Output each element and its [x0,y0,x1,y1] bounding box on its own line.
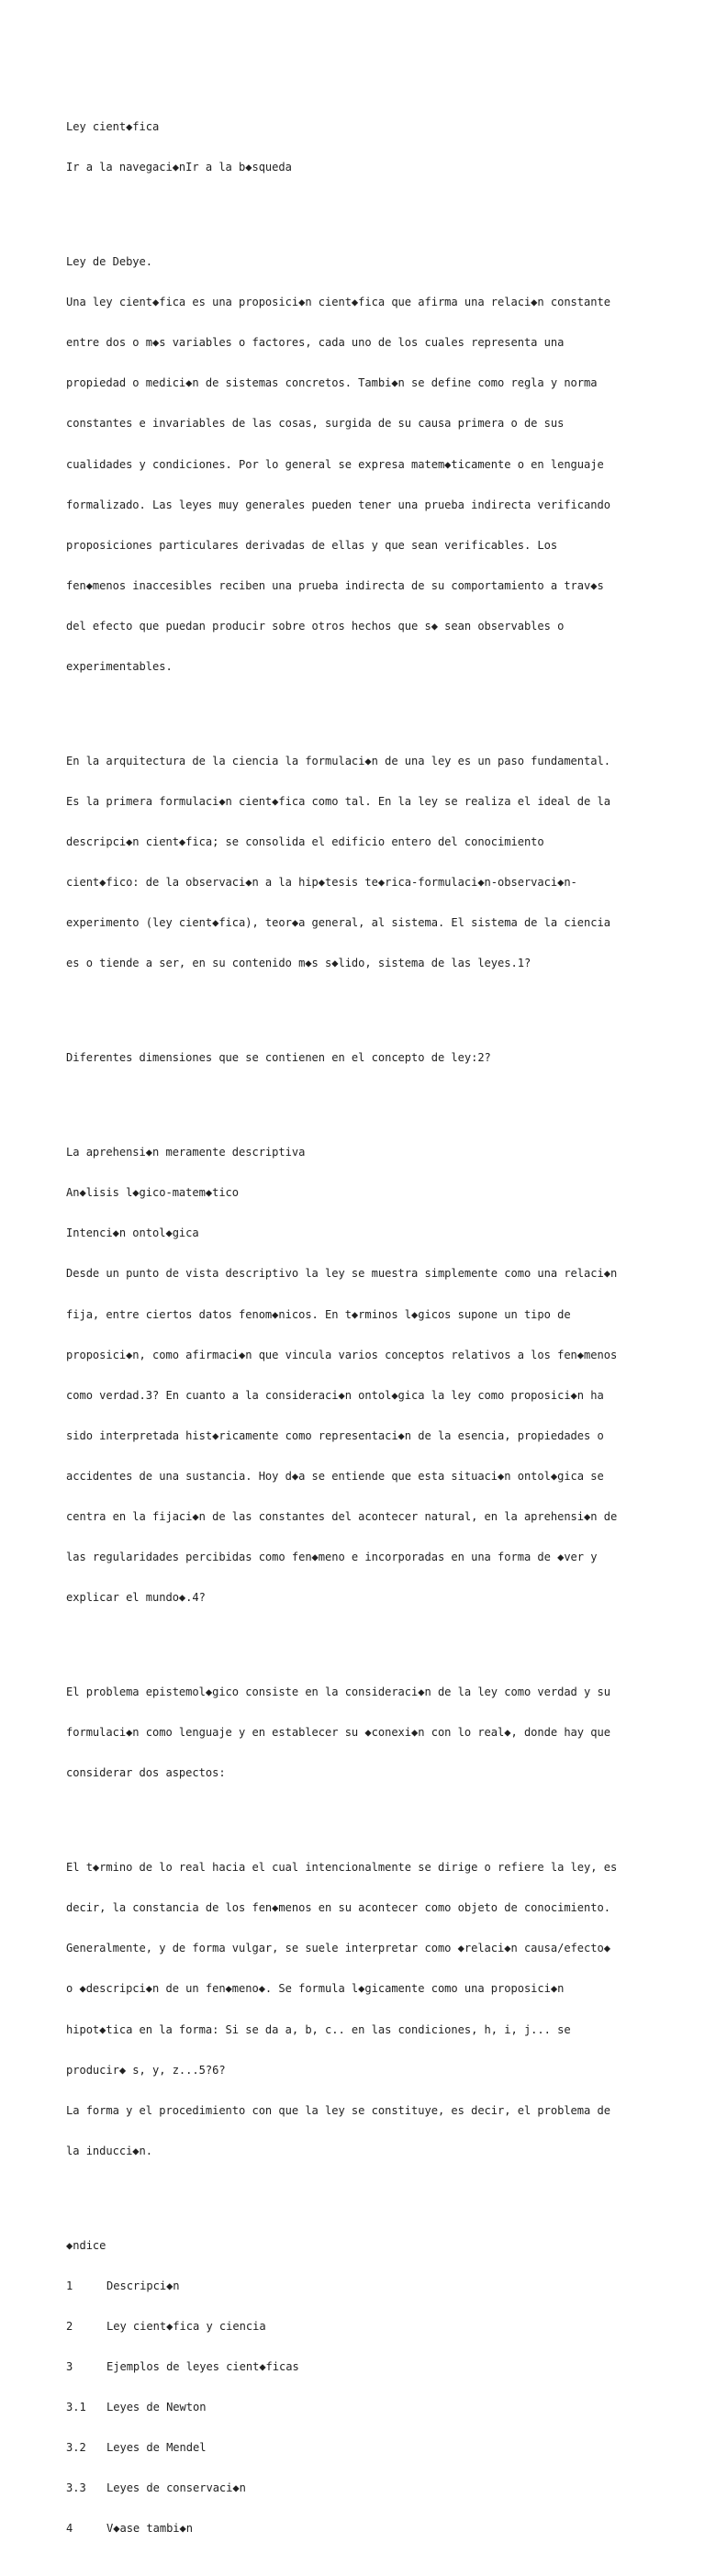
paragraph-line: proposiciones particulares derivadas de ellas y que sean verificables. Los [66,538,558,552]
paragraph-line: propiedad o medici◆n de sistemas concretos. Tambi◆n se define como regla y norma [66,376,598,390]
paragraph-line: entre dos o m◆s variables o factores, cada uno de los cuales representa una [66,336,565,350]
paragraph-line: producir◆ s, y, z...5?6? [66,2063,226,2077]
toc-number: 3.2 [66,2441,86,2455]
toc-label: Leyes de Newton [106,2401,207,2414]
paragraph-line: es o tiende a ser, en su contenido m◆s s◆lido, sistema de las leyes.1? [66,957,532,970]
paragraph-line: experimentables. [66,660,173,674]
toc-entry [66,2481,654,2495]
paragraph-line: centra en la fijaci◆n de las constantes del acontecer natural, en la aprehensi◆n de [66,1510,618,1524]
spacer [66,1092,654,1105]
paragraph-line: considerar dos aspectos: [66,1766,226,1780]
toc-number: 4 [66,2522,73,2536]
toc-entry [66,2360,654,2374]
toc-label: Leyes de conservaci◆n [106,2481,246,2495]
toc-label: Leyes de Mendel [106,2441,207,2455]
article-title: Ley cient◆fica [66,120,160,134]
toc-number: 2 [66,2319,73,2333]
paragraph-line: En la arquitectura de la ciencia la formulaci◆n de una ley es un paso fundamental. [66,754,610,767]
paragraph-line: decir, la constancia de los fen◆menos en su acontecer como objeto de conocimiento. [66,1901,610,1915]
toc-entry [66,2279,654,2293]
list-item: An◆lisis l◆gico-matem◆tico [66,1186,240,1200]
spacer [66,997,654,1011]
spacer [66,2185,654,2199]
paragraph-line: El t◆rmino de lo real hacia el cual intencionalmente se dirige o refiere la ley, es [66,1861,618,1875]
toc-number: 3 [66,2360,73,2373]
list-item: Intenci◆n ontol◆gica [66,1226,199,1240]
document-body [66,80,654,2576]
toc-entry [66,2320,654,2334]
paragraph-line: cualidades y condiciones. Por lo general se expresa matem◆ticamente o en lenguaje [66,457,604,471]
paragraph-line: Generalmente, y de forma vulgar, se suele interpretar como ◆relaci◆n causa/efecto◆ [66,1942,610,1955]
paragraph-line: proposici◆n, como afirmaci◆n que vincula varios conceptos relativos a los fen◆menos [66,1348,618,1361]
paragraph-line: o ◆descripci◆n de un fen◆meno◆. Se formula l◆gicamente como una proposici◆n [66,1982,565,1996]
paragraph-line: fija, entre ciertos datos fenom◆nicos. En t◆rminos l◆gicos supone un tipo de [66,1307,571,1321]
list-item: La aprehensi◆n meramente descriptiva [66,1146,306,1159]
toc-number: 1 [66,2279,73,2292]
paragraph-line: la inducci◆n. [66,2144,153,2157]
paragraph-line: del efecto que puedan producir sobre otros hechos que s◆ sean observables o [66,619,565,633]
paragraph-line: Es la primera formulaci◆n cient◆fica como tal. En la ley se realiza el ideal de la [66,795,610,809]
toc-number: 3.3 [66,2481,86,2495]
paragraph-line: La forma y el procedimiento con que la ley se constituye, es decir, el problema de [66,2103,610,2117]
paragraph-line: Diferentes dimensiones que se contienen en el concepto de ley:2? [66,1051,491,1065]
toc-label: V◆ase tambi◆n [106,2522,194,2536]
spacer [66,1807,654,1820]
toc-label: Ley cient◆fica y ciencia [106,2319,266,2333]
paragraph-line: descripci◆n cient◆fica; se consolida el edificio entero del conocimiento [66,835,544,849]
figure-caption: Ley de Debye. [66,255,153,269]
toc-entry [66,2522,654,2536]
toc-number: 3.1 [66,2401,86,2414]
paragraph-line: Una ley cient◆fica es una proposici◆n cient◆fica que afirma una relaci◆n constante [66,296,610,309]
paragraph-line: las regularidades percibidas como fen◆meno e incorporadas en una forma de ◆ver y [66,1551,598,1564]
paragraph-line: accidentes de una sustancia. Hoy d◆a se entiende que esta situaci◆n ontol◆gica se [66,1469,604,1483]
paragraph-line: constantes e invariables de las cosas, surgida de su causa primera o de sus [66,417,565,431]
toc-title: ◆ndice [66,2238,106,2252]
paragraph-line: formulaci◆n como lenguaje y en establecer su ◆conexi◆n con lo real◆, donde hay que [66,1726,610,1740]
spacer [66,700,654,714]
paragraph-line: fen◆menos inaccesibles reciben una prueba indirecta de su comportamiento a trav◆s [66,578,604,592]
toc-label: Ejemplos de leyes cient◆ficas [106,2360,299,2373]
paragraph-line: sido interpretada hist◆ricamente como representaci◆n de la esencia, propiedades o [66,1428,604,1442]
spacer [66,201,654,215]
paragraph-line: explicar el mundo◆.4? [66,1591,206,1605]
toc-entry [66,2441,654,2455]
paragraph-line: cient◆fico: de la observaci◆n a la hip◆tesis te◆rica-formulaci◆n-observaci◆n- [66,876,577,890]
paragraph-line: formalizado. Las leyes muy generales pueden tener una prueba indirecta verificando [66,498,610,511]
toc-label: Descripci◆n [106,2279,180,2292]
paragraph-line: como verdad.3? En cuanto a la consideraci◆n ontol◆gica la ley como proposici◆n ha [66,1388,604,1402]
toc-entry [66,2401,654,2414]
skip-links: Ir a la navegaci◆nIr a la b◆squeda [66,161,292,174]
paragraph-line: hipot◆tica en la forma: Si se da a, b, c.. en las condiciones, h, i, j... se [66,2022,571,2036]
spacer [66,1631,654,1645]
paragraph-line: El problema epistemol◆gico consiste en la consideraci◆n de la ley como verdad y su [66,1686,610,1699]
paragraph-line: Desde un punto de vista descriptivo la ley se muestra simplemente como una relaci◆n [66,1267,618,1281]
paragraph-line: experimento (ley cient◆fica), teor◆a general, al sistema. El sistema de la ciencia [66,916,610,930]
